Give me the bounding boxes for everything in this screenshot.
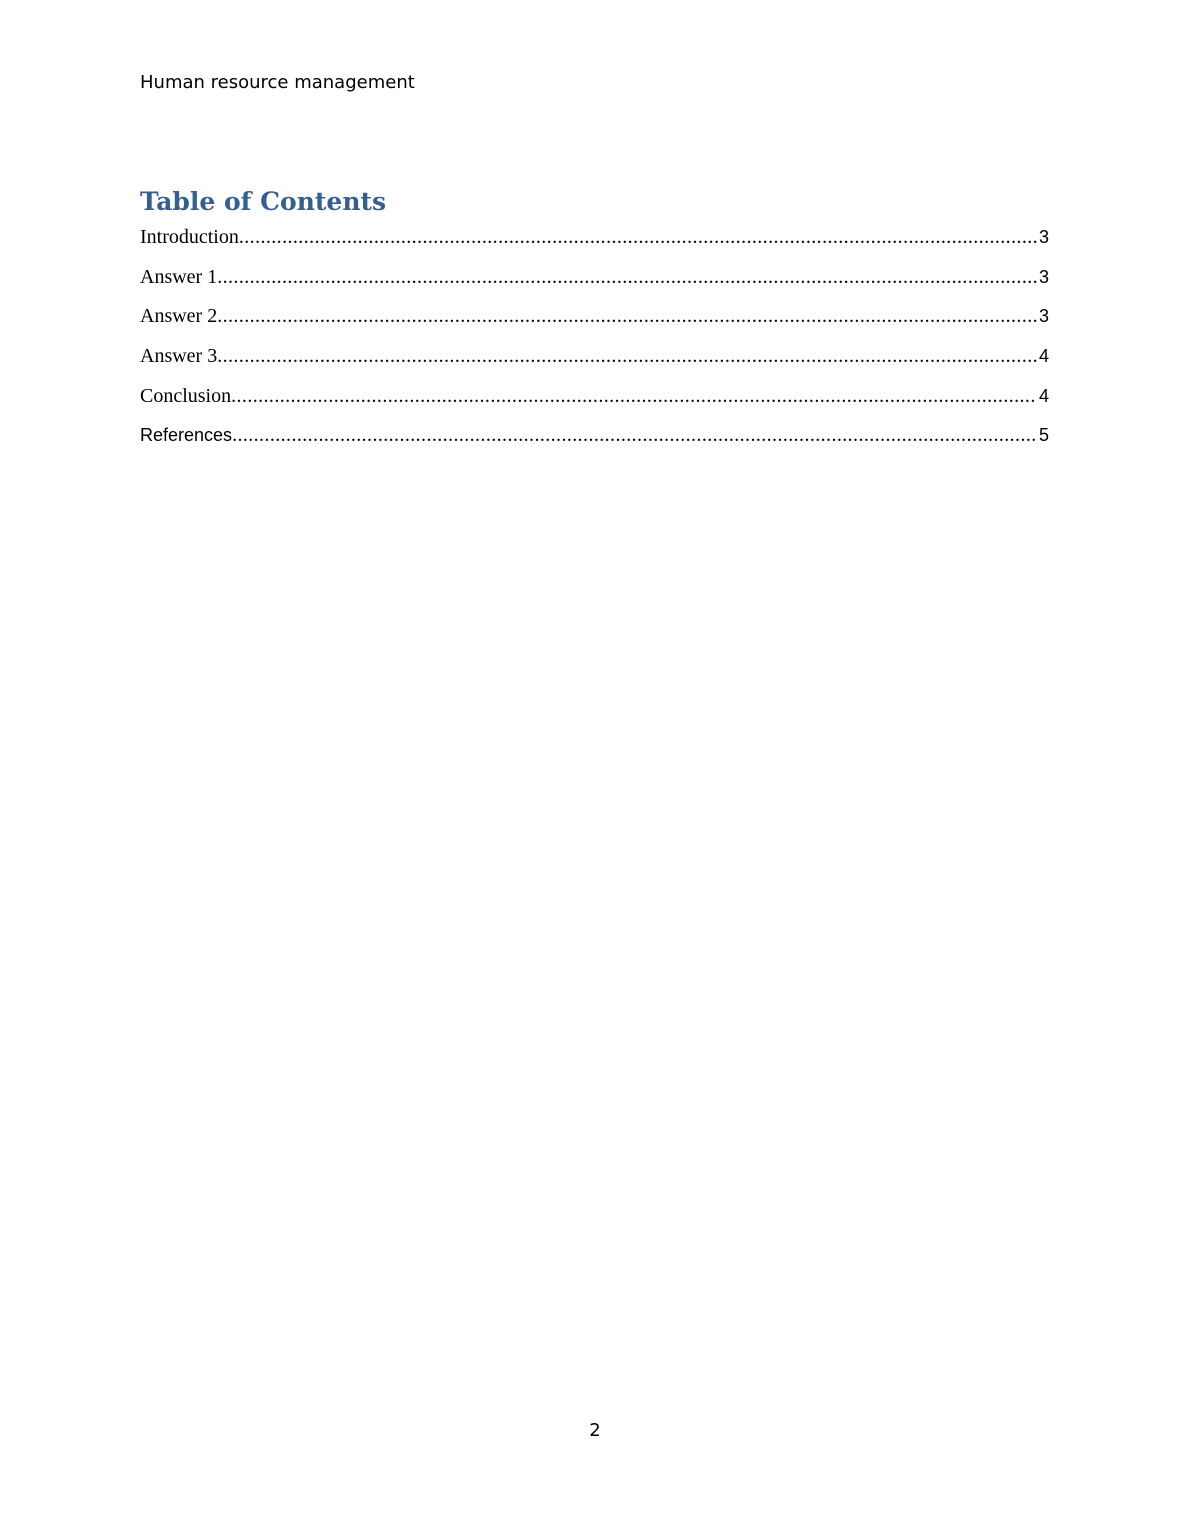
toc-dot-leader [217,262,1037,292]
toc-dot-leader [231,381,1037,411]
document-header: Human resource management [140,72,415,93]
toc-entry-label: Introduction [140,226,239,248]
toc-entry-label: References [140,425,233,446]
toc-entry-page: 3 [1038,306,1049,327]
toc-entry-page: 4 [1038,346,1049,367]
toc-entry-references[interactable] [140,420,1049,460]
page-number: 2 [589,1420,601,1441]
toc-dot-leader [239,222,1037,252]
toc-entry-page: 3 [1038,266,1049,287]
toc-heading: Table of Contents [140,187,387,216]
toc-dot-leader [217,301,1037,331]
toc-entry-page: 4 [1038,385,1049,406]
table-of-contents [140,222,1049,460]
toc-entry-answer-3[interactable] [140,341,1049,381]
toc-entry-label: Answer 2 [140,305,218,328]
toc-entry-answer-1[interactable] [140,262,1049,302]
toc-entry-conclusion[interactable] [140,381,1049,421]
toc-entry-page: 5 [1038,425,1049,446]
toc-entry-page: 3 [1038,227,1049,247]
toc-entry-label: Answer 1 [140,265,218,288]
toc-dot-leader [232,420,1037,450]
toc-entry-label: Answer 3 [140,345,218,368]
toc-entry-introduction[interactable] [140,222,1049,262]
toc-entry-answer-2[interactable] [140,301,1049,341]
toc-dot-leader [217,341,1037,371]
toc-entry-label: Conclusion [140,384,232,407]
